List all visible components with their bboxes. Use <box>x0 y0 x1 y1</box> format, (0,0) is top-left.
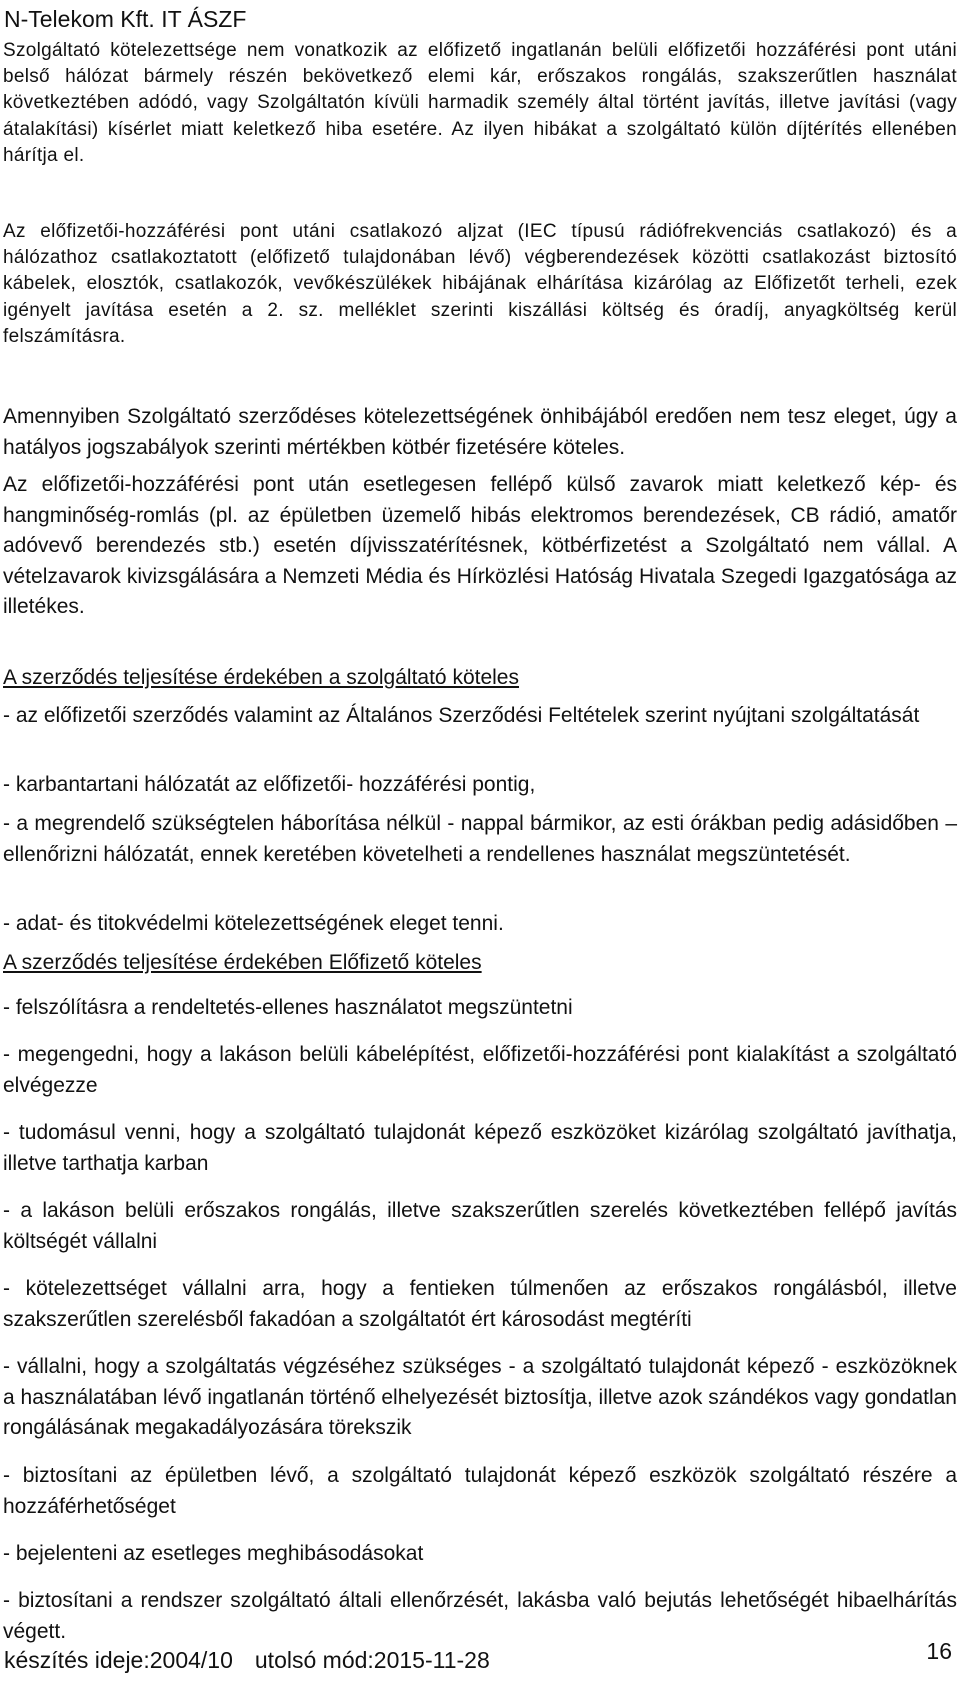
paragraph-penalty: Amennyiben Szolgáltató szerződéses kötelezettségének önhibájából eredően nem tesz eleget, úgy a hatályos jogszabályok szerinti mértékben kötbér fizetésére köteles. <box>3 405 957 459</box>
created-date: készítés ideje:2004/10 <box>4 1647 233 1673</box>
subscriber-duty-item: - bejelenteni az esetleges meghibásodásokat <box>3 1542 424 1565</box>
provider-duty-item: - a megrendelő szükségtelen háborítása nélkül - nappal bármikor, az esti órákban pedig adásidőben – ellenőrizni hálózatát, ennek keretében követelheti a rendellenes használat megszüntetését. <box>3 812 957 866</box>
subscriber-duty-item: - biztosítani a rendszer szolgáltató általi ellenőrzését, lakásba való bejutás lehetőségét hibaelhárítás végett. <box>3 1589 957 1643</box>
subscriber-duty-item: - a lakáson belüli erőszakos rongálás, illetve szakszerűtlen szerelés következtében fellépő javítás költségét vállalni <box>3 1199 957 1253</box>
subscriber-duties-heading <box>3 948 957 979</box>
subscriber-duty-item: - felszólításra a rendeltetés-ellenes használatot megszüntetni <box>3 996 573 1019</box>
paragraph-interference: Az előfizetői-hozzáférési pont után esetlegesen fellépő külső zavarok miatt keletkező kép- és hangminőség-romlás (pl. az épületben üzemelő hibás elektromos berendezések, CB rádió, amatőr adóvevő berendezés stb.) esetén díjvisszatérítésnek, kötbérfizetést a Szolgáltató nem vállal. A vételzavarok kivizsgálására a Nemzeti Média és Hírközlési Hatóság Hivatala Szegedi Igazgatósága az illetékes. <box>3 473 957 618</box>
provider-duty-item: - adat- és titokvédelmi kötelezettségének eleget tenni. <box>3 912 504 935</box>
page-number: 16 <box>926 1638 952 1664</box>
modified-date: utolsó mód:2015-11-28 <box>254 1647 490 1673</box>
page-footer <box>4 1645 490 1675</box>
subscriber-duty-item: - kötelezettséget vállalni arra, hogy a fentieken túlmenően az erőszakos rongálásból, illetve szakszerűtlen szerelésből fakadóan a szolgáltatót ért károsodást megtéríti <box>3 1277 957 1331</box>
document-header: N-Telekom Kft. IT ÁSZF <box>4 6 247 32</box>
provider-duties-heading <box>3 663 957 694</box>
subscriber-duty-item: - vállalni, hogy a szolgáltatás végzéséhez szükséges - a szolgáltató tulajdonát képező - eszközöknek a használatában lévő ingatlanán történő elhelyezését biztosítja, illetve azok szándékos vagy gondatlan rongálásának megakadályozására törekszik <box>3 1355 957 1439</box>
paragraph-liability: Szolgáltató kötelezettsége nem vonatkozik az előfizető ingatlanán belüli előfizetői hozzáférési pont utáni belső hálózat bármely részén bekövetkező elemi kár, erőszakos rongálás, szakszerűtlen használat következtében adódó, vagy Szolgáltatón kívüli harmadik személy által történt javítás, illetve javítási (vagy átalakítási) kísérlet miatt keletkező hiba esetére. Az ilyen hibákat a szolgáltató külön díjtérítés ellenében hárítja el. <box>3 40 957 166</box>
subscriber-duties-heading-text: A szerződés teljesítése érdekében Előfizető köteles <box>3 951 482 974</box>
subscriber-duty-item: - biztosítani az épületben lévő, a szolgáltató tulajdonát képező eszközök szolgáltató részére a hozzáférhetőséget <box>3 1464 957 1518</box>
subscriber-duty-item: - megengedni, hogy a lakáson belüli kábelépítést, előfizetői-hozzáférési pont kialakítást a szolgáltató elvégezze <box>3 1043 957 1097</box>
paragraph-connector: Az előfizetői-hozzáférési pont utáni csatlakozó aljzat (IEC típusú rádiófrekvenciás csatlakozó) és a hálózathoz csatlakoztatott (előfizető tulajdonában lévő) végberendezések közötti csatlakozást biztosító kábelek, elosztók, csatlakozók, vevőkészülékek hibájának elhárítása kizárólag az Előfizetőt terheli, ezek igényelt javítása esetén a 2. sz. melléklet szerinti kiszállási költség és óradíj, anyagköltség kerül felszámításra. <box>3 221 957 347</box>
provider-duties-heading-text: A szerződés teljesítése érdekében a szolgáltató köteles <box>3 666 519 689</box>
subscriber-duty-item: - tudomásul venni, hogy a szolgáltató tulajdonát képező eszközöket kizárólag szolgáltató javíthatja, illetve tarthatja karban <box>3 1121 957 1175</box>
provider-duty-item: - karbantartani hálózatát az előfizetői- hozzáférési pontig, <box>3 773 536 796</box>
provider-duty-item: - az előfizetői szerződés valamint az Általános Szerződési Feltételek szerint nyújtani szolgáltatását <box>3 704 920 727</box>
